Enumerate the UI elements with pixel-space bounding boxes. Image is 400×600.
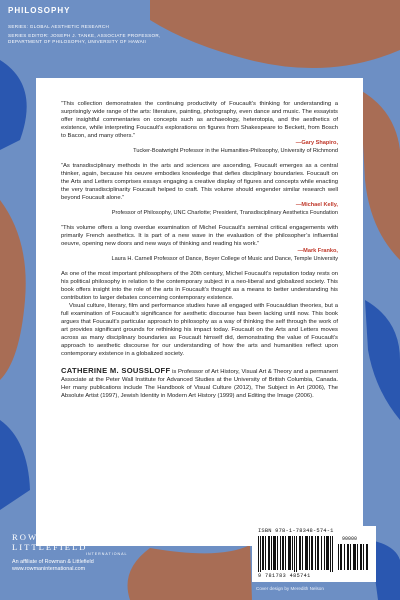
author-bio-text: is Professor of Art History, Visual Art & Theory and a permanent Associate at the Peter Wall Institute for Advanced Studies at the University of British Columbia, Canada. Her many publications include The Handbook of Visual Culture (2012), The Subject in Art (2006), The Absolute Artist (1997), Jewish Identity in Modern Art History (1999) and Editing the Image (2006). bbox=[61, 369, 338, 399]
barcode-addon-number: 90000 bbox=[342, 536, 358, 542]
description-paragraph: As one of the most important philosophers of the 20th century, Michel Foucault’s reputation today rests on his political philosophy in relation to the contemporary subject in a neo-liberal and globalized society. This book offers insight into the role of the arts in Foucault’s thought as a means to better understanding his contribution to larger debates concerning contemporary existence. bbox=[61, 271, 338, 301]
endorser-title: Tucker-Boatwright Professor in the Humanities-Philosophy, University of Richmond bbox=[133, 147, 338, 154]
publisher-name-line2: LITTLEFIELD bbox=[12, 542, 88, 552]
author-bio bbox=[61, 367, 338, 400]
author-name: CATHERINE M. SOUSSLOFF bbox=[61, 366, 171, 375]
publisher-name-line1: ROWMAN & bbox=[12, 532, 77, 542]
publisher-logo bbox=[12, 532, 128, 573]
publisher-affiliate: An affiliate of Rowman & Littlefield bbox=[12, 559, 94, 565]
quote-attribution bbox=[61, 140, 338, 155]
endorser-title: Laura H. Carnell Professor of Dance, Boyer College of Music and Dance, Temple University bbox=[111, 255, 338, 262]
quote-text: “As transdisciplinary methods in the arts and sciences are ascending, Foucault emerges as a central thinker, again, because his oeuvre embodies knowledge that defies disciplinary boundaries. Foucault on the Arts and Letters comprises essays engaging a creative display of figures and concepts while enacting the very transdisciplinarity Foucault helped to craft. This volume should engender similar research well beyond Foucault alone.” bbox=[61, 163, 338, 201]
endorsement-quote bbox=[61, 162, 338, 217]
endorsement-quote bbox=[61, 224, 338, 263]
publisher-url: www.rowmaninternational.com bbox=[12, 566, 86, 572]
endorser-name: —Mark Franko, bbox=[297, 248, 338, 254]
barcode-box bbox=[252, 526, 376, 582]
description-paragraph: Visual culture, literary, film and performance studies have all engaged with Foucauldian theories, but a full examination of Foucault’s significance for aesthetic discourse has been lacking until now. This book argues that Foucault’s particular approach to philosophy as a way of thinking the self through the work of art provides significant grounds for rethinking his impact today. Foucault on the Arts and Letters moves across as many disciplinary boundaries as Foucault himself did, demonstrating the value of Foucault’s approach to aesthetic discourse for our understanding of how the arts and humanities reflect upon contemporary existence in a globalized society. bbox=[61, 303, 338, 357]
series-header bbox=[8, 6, 178, 45]
quote-attribution bbox=[61, 248, 338, 263]
barcode-digits: 9 781783 485741 bbox=[258, 573, 311, 579]
book-description bbox=[61, 270, 338, 358]
publisher-subtitle: INTERNATIONAL bbox=[86, 552, 128, 556]
endorser-name: —Michael Kelly, bbox=[295, 202, 338, 208]
endorser-name: —Gary Shapiro, bbox=[295, 140, 338, 146]
subject-label: PHILOSOPHY bbox=[8, 6, 71, 15]
isbn-label: ISBN 978-1-78348-574-1 bbox=[258, 528, 334, 534]
series-label: SERIES: GLOBAL AESTHETIC RESEARCH bbox=[8, 24, 110, 29]
quote-attribution bbox=[61, 202, 338, 217]
endorsement-quote bbox=[61, 100, 338, 155]
quote-text: “This collection demonstrates the continuing productivity of Foucault’s thinking for understanding a surprisingly wide range of the arts: literature, painting, photography, even dance and music. The essayists offer insightful commentaries on concepts such as archaeology, heterotopia, and the aesthetics of existence, while interpreting Foucault’s explorations on figures from Shakespeare to Beckett, from Bosch to Bacon, and many others.” bbox=[61, 101, 338, 139]
quote-text: “This volume offers a long overdue examination of Michel Foucault’s seminal critical engagements with primarily French aesthetics. It is part of a new wave in the evaluation of the philosopher’s influential oeuvre, opening new doors and new ways of thinking and reading his work.” bbox=[61, 225, 338, 247]
series-editor: SERIES EDITOR: JOSEPH J. TANKE, ASSOCIATE PROFESSOR, DEPARTMENT OF PHILOSOPHY, UNIVERSITY OF HAWAII bbox=[8, 33, 161, 44]
cover-design-credit: Cover design by Meredith Nelson bbox=[256, 586, 324, 591]
back-cover-text-panel bbox=[36, 78, 363, 546]
endorser-title: Professor of Philosophy, UNC Charlotte; President, Transdisciplinary Aesthetics Foundation bbox=[111, 209, 338, 216]
